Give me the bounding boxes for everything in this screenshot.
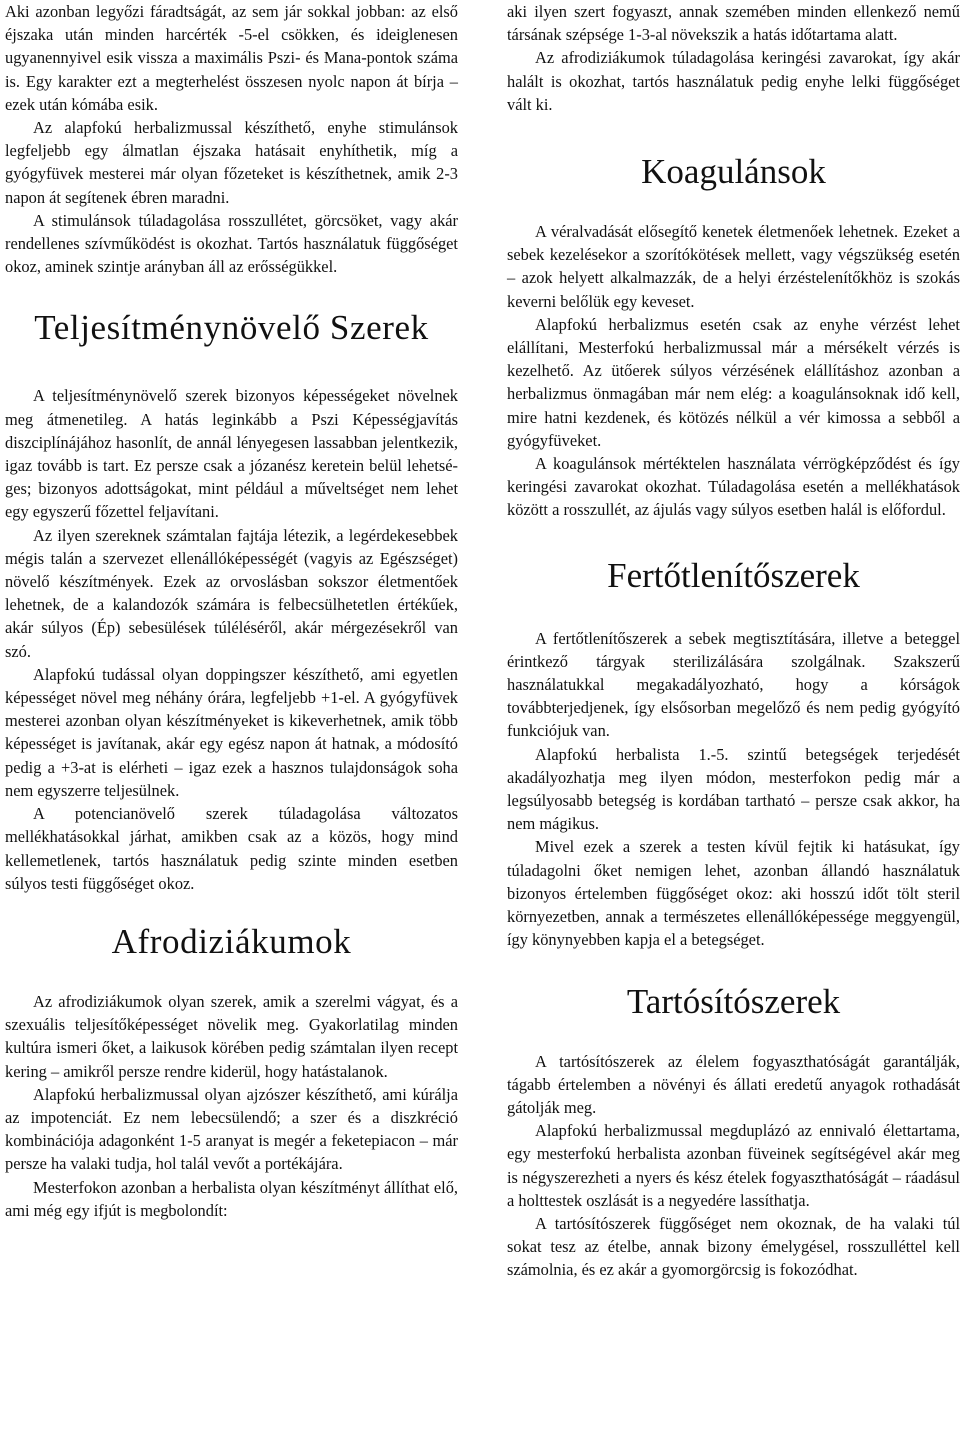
paragraph: Alapfokú tudással olyan doppingszer készíthető, ami egyetlen képességet növel meg néhány órára, legfeljebb +1-el. A gyógyfüvek mesterei azonban olyan készítményeket is kikeverhetnek, amik több képességet is javítanak, akár egy egész napon át hatnak, a módosító pedig a +3-at is elérheti – igaz ezek a hasznos tulajdonságok soha nem egyszerre teljesülnek.	[5, 664, 458, 800]
paragraph: A tartósítószerek az élelem fogyaszthatóságát garantálják, tágabb értelemben a növényi és állati eredetű anyagok rothadását gátolják meg.	[507, 1051, 960, 1117]
paragraph: A véralvadását elősegítő kenetek életmenőek lehetnek. Ezeket a sebek kezelésekor a szorítókötések mellett, vagy végszükség esetén – azok helyett alkalmazzák, de a helyi érzéstelenítőkhöz is szokás keverni belőlük egy keveset.	[507, 222, 960, 311]
left-column	[5, 0, 458, 1222]
paragraph: A potencianövelő szerek túladagolása változatos mellékhatásokkal járhat, amikben csak az a közös, hogy mind kellemetlenek, tartós használatuk pedig szinte minden esetben súlyos testi függőséget okoz.	[5, 804, 458, 893]
paragraph: Alapfokú herbalizmussal megduplázó az ennivaló élettartama, egy mesterfokú herbalista azonban füveinek segítségével akár meg is négyszerezheti a nyers és kész ételek fogyaszthatóságát – ráadásul a holttestek oszlását is a negyedére lassíthatja.	[507, 1121, 960, 1210]
section-heading: Tartósítószerek	[626, 981, 841, 1021]
section-heading: Afrodiziákumok	[111, 921, 352, 961]
paragraph: Alapfokú herbalista 1.-5. szintű betegségek terjedését akadályozhatja meg ilyen módon, mesterfokon pedig már a legsúlyosabb betegség is kordában tartható – persze csak akkor, ha nem mágikus.	[507, 744, 960, 834]
paragraph: A stimulánsok túladagolása rosszullétet, görcsöket, vagy akár rendellenes szívműködést is okozhat. Tartós használatuk függőséget okoz, aminek szintje arányban áll az erősségükkel.	[5, 210, 458, 277]
paragraph: A koagulánsok mértéktelen használata vérrögképződést és így keringési zavarokat okozhat. Túladagolása esetén a mellékhatások között a rosszullét, az ájulás vagy súlyos esetben halál is előfordul.	[507, 454, 960, 520]
section-heading: Teljesítménynövelő Szerek	[34, 308, 429, 348]
paragraph: A teljesítménynövelő szerek bizonyos képességeket növelnek meg átmenetileg. A hatás leginkább a Pszi Képességjavítás diszciplínájához hasonlít, de annál lényegesen lassabban jelentkezik, igaz tovább is tart. Ez persze csak a józanész keretein belül lehetséges; bizonyos adottságokat, mint például a műveltséget nem lehet egy egyszerű főzettel feljavítani.	[5, 386, 458, 522]
paragraph: Az alapfokú herbalizmussal készíthető, enyhe stimulánsok legfeljebb egy álmatlan éjszaka hatásait enyhíthetik, míg a gyógyfüvek mesterei már olyan főzeteket is készíthetnek, amik 2-3 napon át segítenek ébren maradni.	[5, 118, 458, 207]
paragraph: Mivel ezek a szerek a testen kívül fejtik ki hatásukat, így túladagolni őket nemigen lehet, azonban állandó használatuk bizonyos értelemben függőséget okoz: aki hosszú időt tölt steril környezetben, annak a természetes ellenállóképessége meggyengül, így könynyebben kapja el a betegséget.	[507, 837, 960, 950]
paragraph: A tartósítószerek függőséget nem okoznak, de ha valaki túl sokat tesz az ételbe, annak bizony émelygésel, rosszulléttel kell számolnia, és ez akár a gyomorgörcsig is fokozódhat.	[507, 1213, 960, 1280]
paragraph: A fertőtlenítőszerek a sebek megtisztítására, illetve a beteggel érintkező tárgyak sterilizálására szolgálnak. Szakszerű használatukkal megakadályozható, hogy a kórságok továbbterjedjenek, így elsősorban megelőző és nem pedig gyógyító funkciójuk van.	[507, 628, 960, 741]
paragraph: Az ilyen szereknek számtalan fajtája létezik, a legérdekesebbek mégis talán a szervezet ellenállóképességét (vagyis az Egészséget) növelő készítmények. Ezek az orvoslásban sokszor életmentőek lehetnek, de a kalandozók számára is felbecsülhetetlen értékűek, akár súlyos (Ép) sebesülések túléléséről, akár mérgezésekről van szó.	[5, 525, 458, 661]
paragraph: Az afrodiziákumok olyan szerek, amik a szerelmi vágyat, és a szexuális teljesítőképességet növelik meg. Gyakorlatilag minden kultúra ismeri őket, a laikusok körében pedig számtalan ilyen recept kering – amikről persze rendre kiderül, hogy hatástalanok.	[5, 991, 458, 1081]
paragraph: aki ilyen szert fogyaszt, annak szemében minden ellenkező nemű társának szépsége 1-3-al növekszik a hatás időtartama alatt.	[507, 2, 960, 45]
right-column	[507, 0, 960, 1282]
paragraph: Aki azonban legyőzi fáradtságát, az sem jár sokkal jobban: az első éjszaka után minden harcérték -5-el csökken, és ideiglenesen ugyanennyivel esik vissza a maximális Pszi- és Mana-pontok száma is. Egy karakter ezt a megterhelést összesen nyolc napon át bírja – ezek után kómába esik.	[5, 2, 458, 114]
section-heading: Fertőtlenítőszerek	[607, 555, 860, 595]
paragraph: Alapfokú herbalizmus esetén csak az enyhe vérzést lehet elállítani, Mesterfokú herbalizmussal már a mérsékelt vérzés is kezelhető. Az ütőerek súlyos vérzésének elállításhoz azonban a herbalizmus önmagában már nem elég: a koagulánsoknak idő kell, mire hatni kezdenek, és kötözés nélkül a vér kimossa a sebből a gyógyfüveket.	[507, 314, 960, 450]
paragraph: Az afrodiziákumok túladagolása keringési zavarokat, így akár halált is okozhat, tartós használatuk pedig enyhe lelki függőséget vált ki.	[507, 48, 960, 114]
paragraph: Mesterfokon azonban a herbalista olyan készítményt állíthat elő, ami még egy ifjút is megbolondít:	[5, 1177, 458, 1220]
section-heading: Koagulánsok	[641, 152, 826, 192]
paragraph: Alapfokú herbalizmussal olyan ajzószer készíthető, ami kúrálja az impotenciát. Ez nem lebecsülendő; a szer és a diszkréció kombinációja adagonként 1-5 aranyat is megér a feketepiacon – már persze ha valaki tudja, hol talál vevőt a portékájára.	[5, 1084, 458, 1174]
